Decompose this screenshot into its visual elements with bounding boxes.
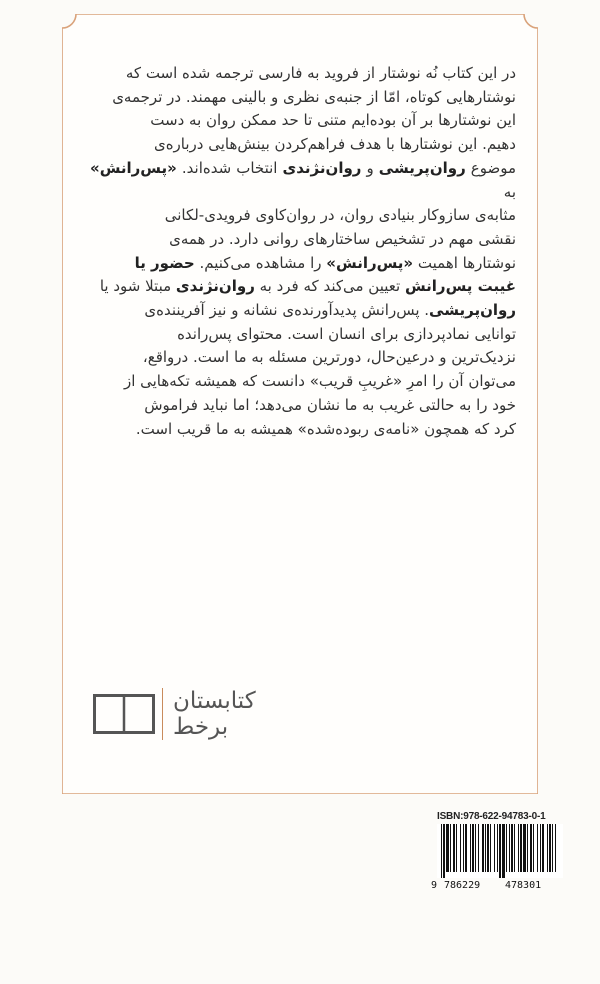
text-line: خود را به حالتی غریب به ما نشان می‌دهد؛ اما نباید فراموش bbox=[144, 395, 516, 414]
barcode-bar bbox=[485, 824, 486, 872]
logo-divider bbox=[162, 688, 163, 740]
barcode-bar bbox=[514, 824, 515, 872]
back-cover-description bbox=[90, 62, 516, 441]
text-line: این نوشتارها بر آن بوده‌ایم متنی تا حد ممکن روان به دست bbox=[150, 111, 516, 130]
isbn-label: ISBN:978-622-94783-0-1 bbox=[437, 811, 546, 822]
barcode-digit-group-2: 478301 bbox=[505, 880, 542, 891]
barcode-bar bbox=[456, 824, 457, 872]
barcode-bar bbox=[542, 824, 544, 872]
barcode-digit-lead: 9 bbox=[431, 880, 438, 891]
barcode-bar bbox=[530, 824, 532, 872]
barcode-bar bbox=[547, 824, 548, 872]
barcode-bar bbox=[478, 824, 479, 872]
barcode-bar bbox=[549, 824, 551, 872]
barcode-bar bbox=[460, 824, 461, 872]
barcode-bar bbox=[470, 824, 471, 872]
text-line: موضوع روان‌پریشی و روان‌نژندی انتخاب شده‌اند. «پس‌رانش» به bbox=[90, 158, 516, 201]
barcode-bar bbox=[465, 824, 467, 872]
text-line: نوشتارها اهمیت «پس‌رانش» را مشاهده می‌کنیم. حضور یا bbox=[134, 253, 516, 272]
text-line: می‌توان آن را امرِ «غریبِ قریب» دانست که همیشه تکه‌هایی از bbox=[123, 372, 516, 391]
text-line: غیبت پس‌رانش تعیین می‌کند که فرد به روان‌نژندی مبتلا شود یا bbox=[99, 277, 516, 296]
publisher-logo bbox=[93, 688, 293, 746]
barcode-bar bbox=[537, 824, 538, 872]
barcode-bar bbox=[523, 824, 526, 872]
text-line: روان‌پریشی. پس‌رانش پدیدآورنده‌ی نشانه و نیز آفریننده‌ی bbox=[144, 301, 516, 320]
barcode-bar bbox=[450, 824, 451, 872]
barcode-bar bbox=[446, 824, 449, 872]
text-line: دهیم. این نوشتارها با هدف فراهم‌کردن بینش‌هایی درباره‌ی bbox=[153, 135, 516, 154]
barcode-bar bbox=[463, 824, 464, 872]
text-line: توانایی نمادپردازی برای انسان است. محتوای پس‌رانده bbox=[177, 324, 516, 343]
text-line: نوشتارهایی کوتاه، امّا از جنبه‌ی نظری و بالینی مهمند. در ترجمه‌ی bbox=[112, 87, 516, 106]
barcode-bar bbox=[552, 824, 553, 872]
publisher-name-secondary: برخط bbox=[173, 714, 229, 740]
barcode-bar bbox=[527, 824, 528, 872]
isbn-barcode bbox=[437, 824, 563, 878]
barcode-bar bbox=[533, 824, 534, 872]
text-line: مثابه‌ی سازوکار بنیادی روان، در روان‌کاوی فرویدی-لکانی bbox=[164, 206, 516, 225]
barcode-bar bbox=[518, 824, 519, 872]
barcode-bar bbox=[499, 824, 501, 878]
barcode-bar bbox=[490, 824, 491, 872]
barcode-bar bbox=[443, 824, 445, 878]
barcode-bar bbox=[540, 824, 541, 872]
barcode-bar bbox=[475, 824, 476, 872]
barcode-bar bbox=[494, 824, 495, 872]
barcode-bar bbox=[555, 824, 556, 872]
barcode-bar bbox=[506, 824, 507, 872]
barcode-bar bbox=[520, 824, 522, 872]
barcode-bar bbox=[441, 824, 442, 878]
text-line: در این کتاب نُه نوشتار از فروید به فارسی ترجمه شده است که bbox=[125, 64, 516, 82]
open-book-icon bbox=[93, 694, 155, 734]
text-line: نزدیک‌ترین و درعین‌حال، دورترین مسئله به ما است. درواقع، bbox=[142, 348, 516, 367]
barcode-bar bbox=[502, 824, 505, 878]
text-line: نقشی مهم در تشخیص ساختارهای روانی دارد. در همه‌ی bbox=[169, 229, 516, 248]
publisher-name: کتابستان bbox=[173, 688, 256, 714]
barcode-bar bbox=[509, 824, 510, 872]
barcode-bar bbox=[453, 824, 455, 872]
barcode-digit-group-1: 786229 bbox=[444, 880, 481, 891]
barcode-bar bbox=[497, 824, 498, 872]
barcode-bar bbox=[482, 824, 484, 872]
barcode-bar bbox=[472, 824, 474, 872]
barcode-bar bbox=[511, 824, 513, 872]
text-line: کرد که همچون «نامه‌ی ربوده‌شده» همیشه به ما قریب است. bbox=[135, 419, 516, 438]
barcode-bar bbox=[487, 824, 489, 872]
